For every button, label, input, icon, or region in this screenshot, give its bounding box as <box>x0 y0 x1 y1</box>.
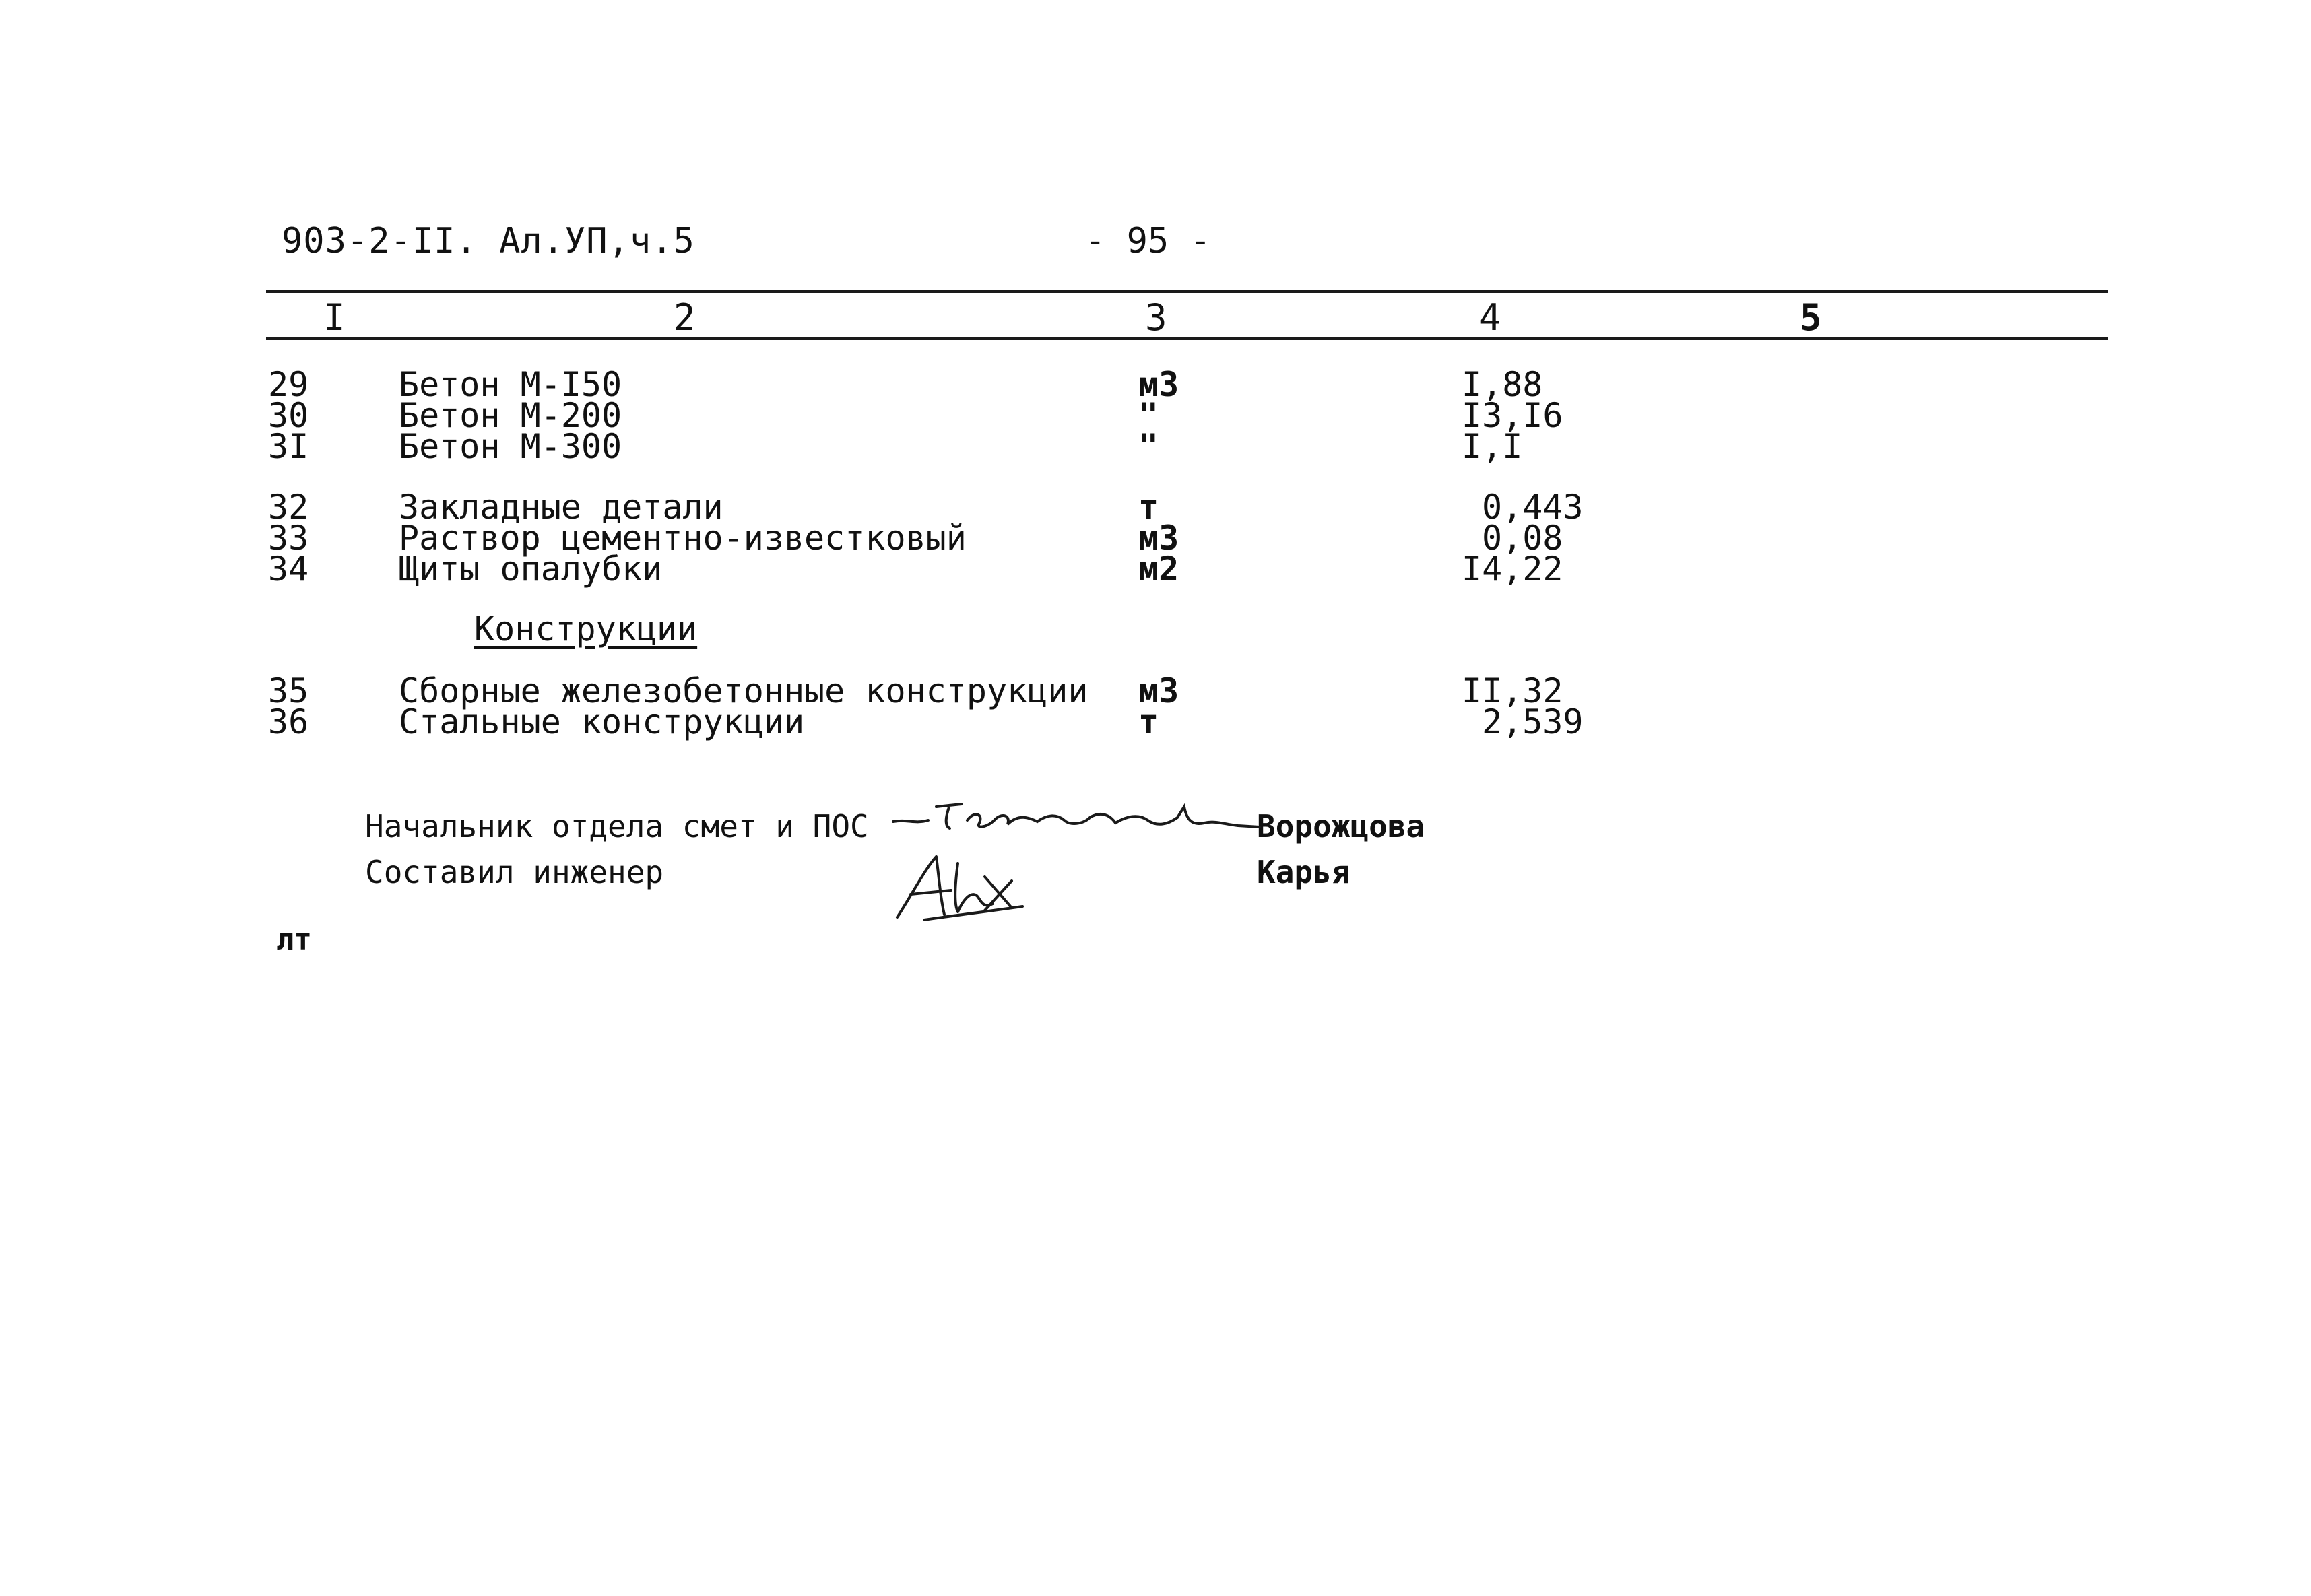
signature-name-head: Ворожцова <box>1257 808 1425 844</box>
row-quantity: II,32 <box>1462 671 1563 710</box>
row-unit: " <box>1138 396 1159 435</box>
row-name: Бетон М-I50 <box>399 365 622 404</box>
document-code: 903-2-II. Ал.УП,ч.5 <box>282 221 695 261</box>
column-header-3: 3 <box>1145 296 1167 339</box>
row-quantity: I4,22 <box>1462 550 1563 589</box>
row-number: 3I <box>268 427 309 466</box>
row-unit: м2 <box>1138 550 1179 589</box>
handwritten-signature-2 <box>884 850 1032 924</box>
table-header-rule <box>266 337 2108 340</box>
row-quantity: 0,08 <box>1482 519 1563 558</box>
table-row <box>0 702 2311 741</box>
row-unit: м3 <box>1138 671 1179 710</box>
row-number: 32 <box>268 488 309 527</box>
row-name: Щиты опалубки <box>399 550 663 589</box>
row-name: Стальные конструкции <box>399 702 805 741</box>
row-quantity: I,I <box>1462 427 1523 466</box>
row-name: Сборные железобетонные конструкции <box>399 671 1088 710</box>
column-header-2: 2 <box>674 296 696 339</box>
column-header-4: 4 <box>1479 296 1501 339</box>
row-unit: м3 <box>1138 519 1179 558</box>
column-header-5: 5 <box>1800 296 1822 339</box>
row-name: Бетон М-300 <box>399 427 622 466</box>
row-name: Бетон М-200 <box>399 396 622 435</box>
row-number: 33 <box>268 519 309 558</box>
signature-role-head: Начальник отдела смет и ПОС <box>365 808 869 844</box>
table-row <box>0 550 2311 589</box>
column-header-1: I <box>323 296 346 339</box>
section-title: Конструкции <box>474 609 698 649</box>
row-unit: м3 <box>1138 365 1179 404</box>
table-top-rule <box>266 290 2108 293</box>
row-number: 34 <box>268 550 309 589</box>
footer-mark: лт <box>276 923 312 957</box>
row-name: Раствор цементно-известковый <box>399 519 967 558</box>
row-number: 29 <box>268 365 309 404</box>
row-number: 30 <box>268 396 309 435</box>
row-quantity: 0,443 <box>1482 488 1584 527</box>
row-unit: т <box>1138 702 1159 741</box>
row-unit: " <box>1138 427 1159 466</box>
row-quantity: I,88 <box>1462 365 1543 404</box>
page-number: - 95 - <box>1084 221 1211 261</box>
row-number: 36 <box>268 702 309 741</box>
row-quantity: I3,I6 <box>1462 396 1563 435</box>
table-row <box>0 427 2311 466</box>
signature-role-engineer: Составил инженер <box>365 854 664 890</box>
row-unit: т <box>1138 488 1159 527</box>
signature-name-engineer: Карья <box>1257 854 1350 890</box>
row-name: Закладные детали <box>399 488 723 527</box>
row-quantity: 2,539 <box>1482 702 1584 741</box>
handwritten-signature-1 <box>888 787 1265 840</box>
row-number: 35 <box>268 671 309 710</box>
